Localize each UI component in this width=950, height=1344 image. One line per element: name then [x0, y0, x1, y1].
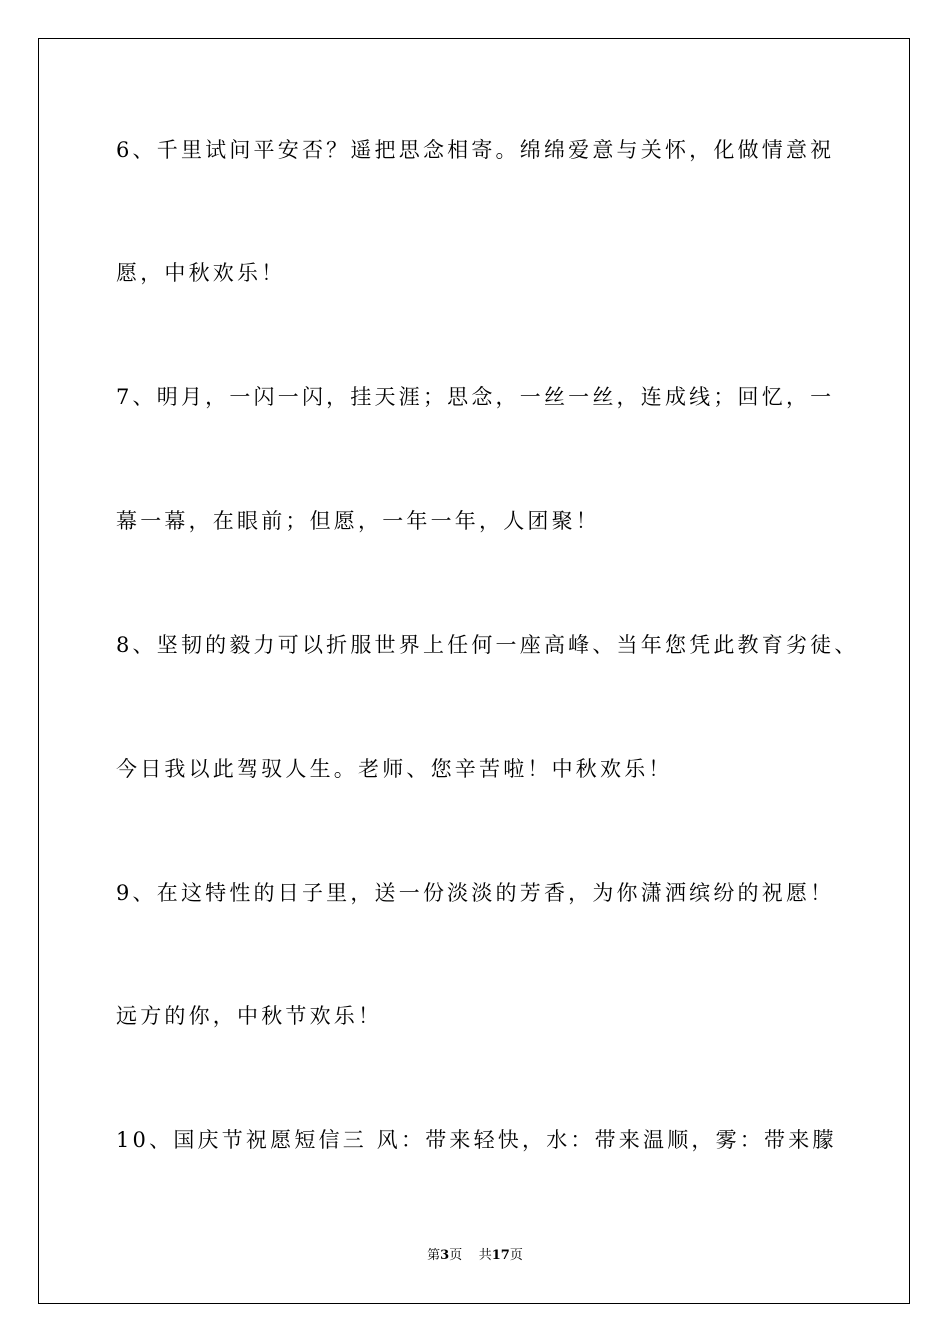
paragraph-line: 幕一幕，在眼前；但愿，一年一年，人团聚！ — [116, 509, 600, 533]
paragraph-line: 远方的你，中秋节欢乐！ — [116, 1004, 383, 1028]
paragraph-line: 今日我以此驾驭人生。老师、您辛苦啦！中秋欢乐！ — [116, 757, 673, 781]
paragraph-line: 7、明月，一闪一闪，挂天涯；思念，一丝一丝，连成线；回忆，一 — [116, 385, 835, 409]
page-footer — [0, 1247, 950, 1265]
total-unit: 页 — [509, 1248, 523, 1263]
total-prefix: 共 — [478, 1248, 492, 1263]
page-total: 17 — [491, 1248, 510, 1263]
paragraph-line: 愿，中秋欢乐！ — [116, 261, 286, 285]
page-prefix: 第 — [427, 1248, 441, 1263]
paragraph-line: 6、千里试问平安否？遥把思念相寄。绵绵爱意与关怀，化做情意祝 — [116, 138, 835, 162]
page-unit: 页 — [449, 1248, 463, 1263]
page-number: 3 — [440, 1248, 450, 1263]
paragraph-line: 10、国庆节祝愿短信三 风：带来轻快，水：带来温顺，雾：带来朦 — [116, 1128, 837, 1152]
paragraph-line: 9、在这特性的日子里，送一份淡淡的芳香，为你潇洒缤纷的祝愿！ — [116, 881, 835, 905]
paragraph-line: 8、坚韧的毅力可以折服世界上任何一座高峰、当年您凭此教育劣徒、 — [116, 633, 859, 657]
page-border — [38, 38, 910, 1304]
